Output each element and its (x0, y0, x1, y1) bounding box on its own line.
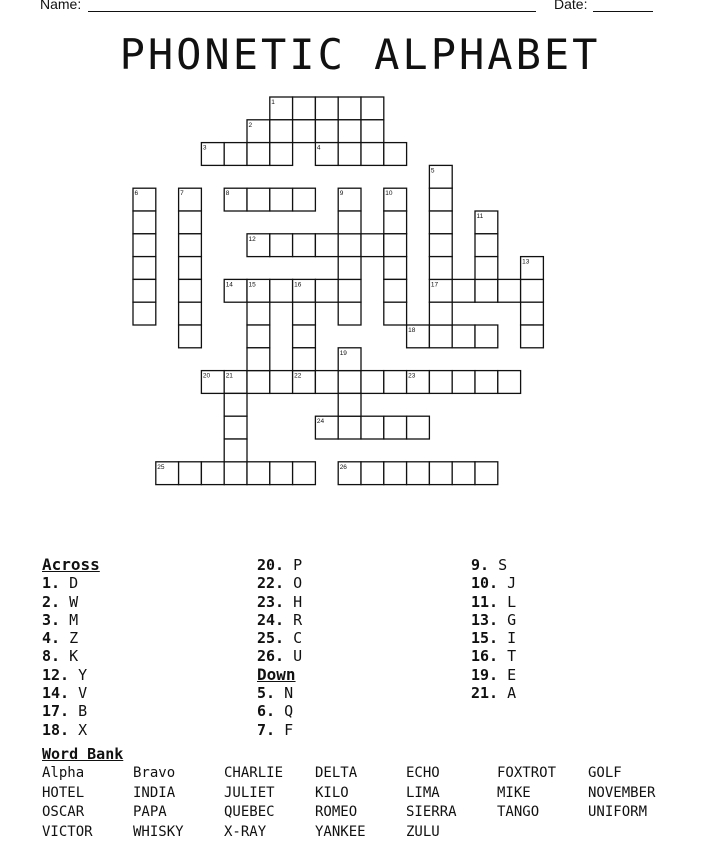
clue-text: W (60, 592, 79, 611)
word-bank-item: JULIET (224, 784, 275, 801)
grid-cell[interactable] (179, 279, 202, 302)
across-clue-list (42, 574, 100, 739)
clue-number: 4. (42, 629, 61, 648)
cell-number: 11 (476, 213, 484, 220)
clue-number: 23. (257, 592, 285, 611)
cell-number: 4 (316, 144, 321, 152)
grid-cell[interactable] (429, 462, 452, 485)
word-bank-item: WHISKY (133, 823, 184, 840)
down-clue-list (257, 684, 302, 739)
grid-cell[interactable] (384, 371, 407, 394)
grid-cell[interactable] (293, 462, 316, 485)
cell-number: 10 (385, 190, 393, 198)
clues-column-3 (471, 556, 516, 702)
grid-cell[interactable] (224, 143, 247, 166)
page-title: PHONETIC ALPHABET (119, 30, 601, 79)
grid-cell[interactable] (338, 416, 361, 439)
clues-column-2 (257, 556, 302, 739)
clue-number: 2. (42, 592, 61, 611)
word-bank-item: ZULU (406, 823, 440, 840)
clue (42, 593, 100, 611)
across-heading: Across (42, 555, 100, 574)
grid-cell[interactable] (270, 279, 293, 302)
grid-cell[interactable] (247, 325, 270, 348)
grid-cell[interactable] (475, 325, 498, 348)
grid-cell[interactable] (475, 279, 498, 302)
cell-number: 8 (225, 190, 230, 198)
grid-cell[interactable] (247, 143, 270, 166)
clue-number: 13. (471, 610, 499, 629)
grid-cell[interactable] (361, 234, 384, 257)
grid-cell[interactable] (475, 371, 498, 394)
clue-text: A (498, 684, 517, 703)
clue-number: 21. (471, 684, 499, 703)
clue-text: H (284, 592, 303, 611)
clue-text: R (284, 610, 303, 629)
grid-cell[interactable] (293, 348, 316, 371)
clue (257, 684, 302, 702)
clue-number: 11. (471, 592, 499, 611)
clue-text: C (284, 629, 303, 648)
grid-cell[interactable] (452, 462, 475, 485)
word-bank-item: PAPA (133, 804, 167, 820)
grid-cell[interactable] (315, 97, 338, 120)
grid-cell[interactable] (338, 234, 361, 257)
grid-cell[interactable] (361, 371, 384, 394)
clue-text: U (284, 647, 303, 666)
date-label: Date: (554, 0, 588, 12)
cell-number: 13 (522, 258, 530, 266)
grid-cell[interactable] (201, 462, 224, 485)
grid-cell[interactable] (133, 234, 156, 257)
grid-cell[interactable] (407, 462, 430, 485)
word-bank-item: GOLF (588, 765, 622, 781)
clue (257, 647, 302, 665)
grid-cell[interactable] (247, 348, 270, 371)
grid-cell[interactable] (293, 120, 316, 143)
grid-cell[interactable] (338, 393, 361, 416)
grid-cell[interactable] (521, 325, 544, 348)
clue-number: 9. (471, 556, 490, 574)
cell-number: 19 (339, 349, 347, 357)
clue-text: B (69, 702, 88, 721)
grid-cell[interactable] (338, 371, 361, 394)
grid-cell[interactable] (361, 97, 384, 120)
word-bank-item: KILO (315, 784, 349, 801)
grid-cell[interactable] (475, 257, 498, 280)
name-label: Name: (40, 0, 82, 12)
clue (42, 629, 100, 647)
clues-column-1 (42, 556, 100, 739)
cell-number: 24 (316, 418, 325, 426)
clue-text: S (489, 556, 508, 574)
word-bank-item: YANKEE (315, 823, 366, 840)
grid-cell[interactable] (361, 416, 384, 439)
grid-cell[interactable] (315, 120, 338, 143)
clue-number: 5. (257, 684, 276, 703)
down-heading: Down (257, 664, 296, 684)
grid-cell[interactable] (338, 97, 361, 120)
grid-cell[interactable] (293, 234, 316, 257)
grid-cell[interactable] (293, 188, 316, 211)
grid-cell[interactable] (338, 302, 361, 325)
clue (42, 574, 100, 592)
grid-cell[interactable] (475, 462, 498, 485)
grid-cell[interactable] (361, 462, 384, 485)
grid-cell[interactable] (247, 302, 270, 325)
across-clue-list (257, 556, 302, 666)
word-bank-item: Alpha (42, 765, 85, 781)
grid-cell[interactable] (384, 143, 407, 166)
clue-text: Y (69, 665, 88, 684)
grid-cell[interactable] (384, 211, 407, 234)
cell-number: 2 (248, 121, 253, 129)
cell-number: 6 (134, 190, 139, 198)
cell-number: 17 (430, 281, 439, 289)
cell-number: 5 (430, 167, 435, 175)
grid-cell[interactable] (270, 234, 293, 257)
clue (42, 611, 100, 629)
clue-text: V (69, 684, 88, 703)
clue-text: P (284, 556, 303, 574)
clue-number: 14. (42, 684, 70, 703)
down-clue-list (471, 556, 516, 702)
grid-cell[interactable] (384, 302, 407, 325)
grid-cell[interactable] (384, 279, 407, 302)
clue-number: 22. (257, 574, 285, 593)
grid-cell[interactable] (224, 462, 247, 485)
clue-text: D (60, 574, 79, 593)
word-bank-item: NOVEMBER (588, 784, 656, 801)
cell-number: 15 (248, 281, 256, 289)
grid-cell[interactable] (179, 257, 202, 280)
grid-cell[interactable] (338, 211, 361, 234)
grid-cell[interactable] (384, 257, 407, 280)
clue (471, 666, 516, 684)
grid-cell[interactable] (133, 279, 156, 302)
grid-cell[interactable] (179, 234, 202, 257)
word-bank-item: Bravo (133, 765, 176, 781)
clue-number: 15. (471, 629, 499, 648)
clue-number: 3. (42, 610, 61, 629)
clue-number: 16. (471, 647, 499, 666)
word-bank-item: INDIA (133, 784, 176, 801)
clue (257, 721, 302, 739)
clue-number: 20. (257, 556, 285, 574)
grid-cell[interactable] (361, 143, 384, 166)
clue-text: M (60, 610, 79, 629)
grid-cell[interactable] (475, 234, 498, 257)
clue-text: F (275, 720, 294, 739)
grid-cell[interactable] (338, 143, 361, 166)
cell-number: 26 (339, 463, 347, 471)
clue (471, 647, 516, 665)
clue-text: O (284, 574, 303, 593)
cell-number: 7 (180, 190, 184, 198)
clue (257, 629, 302, 647)
grid-cell[interactable] (179, 211, 202, 234)
grid-cell[interactable] (247, 188, 270, 211)
clue-text: K (60, 647, 79, 666)
clue-number: 25. (257, 629, 285, 648)
word-bank-item: MIKE (497, 784, 531, 801)
clue (471, 629, 516, 647)
clue-text: J (498, 574, 517, 593)
clue-text: L (498, 592, 517, 611)
grid-cell[interactable] (452, 371, 475, 394)
grid-cell[interactable] (270, 371, 293, 394)
clue (42, 702, 100, 720)
clue-number: 26. (257, 647, 285, 666)
grid-cell[interactable] (133, 211, 156, 234)
grid-cell[interactable] (270, 120, 293, 143)
grid-cell[interactable] (179, 302, 202, 325)
cell-number: 16 (294, 281, 302, 289)
clue-text: I (498, 629, 517, 648)
grid-cell[interactable] (133, 257, 156, 280)
cell-number: 1 (271, 99, 275, 106)
word-bank-item: VICTOR (42, 823, 93, 840)
word-bank-item: FOXTROT (497, 765, 557, 781)
clue (257, 574, 302, 592)
grid-cell[interactable] (293, 325, 316, 348)
word-bank-item: HOTEL (42, 784, 85, 801)
grid-cell[interactable] (315, 371, 338, 394)
grid-cell[interactable] (179, 325, 202, 348)
word-bank-item: UNIFORM (588, 804, 648, 820)
grid-cell[interactable] (224, 416, 247, 439)
clue (471, 593, 516, 611)
grid-cell[interactable] (270, 462, 293, 485)
word-bank-item: QUEBEC (224, 804, 275, 820)
cell-number: 21 (225, 372, 233, 380)
grid-cell[interactable] (179, 462, 202, 485)
grid-cell[interactable] (338, 257, 361, 280)
cell-number: 14 (225, 281, 233, 289)
clue-number: 6. (257, 702, 276, 721)
word-bank-item: DELTA (315, 765, 358, 781)
cell-number: 18 (408, 327, 416, 334)
grid-cell[interactable] (429, 325, 452, 348)
grid-cell[interactable] (315, 234, 338, 257)
word-bank-item: OSCAR (42, 804, 85, 820)
clue (471, 611, 516, 629)
grid-cell[interactable] (133, 302, 156, 325)
clue (257, 593, 302, 611)
grid-cell[interactable] (429, 257, 452, 280)
clue (257, 702, 302, 720)
clue-number: 8. (42, 647, 61, 666)
grid-cell[interactable] (361, 120, 384, 143)
grid-cell[interactable] (338, 120, 361, 143)
clue-number: 10. (471, 574, 499, 593)
clue-text: E (498, 665, 517, 684)
clue-text: X (69, 720, 88, 739)
grid-cell[interactable] (293, 97, 316, 120)
cell-number: 23 (408, 372, 416, 380)
grid-cell[interactable] (384, 416, 407, 439)
grid-cell[interactable] (270, 143, 293, 166)
clue-text: Q (275, 702, 294, 721)
clue-number: 7. (257, 720, 276, 739)
word-bank-item: LIMA (406, 784, 440, 801)
grid-cell[interactable] (498, 279, 521, 302)
cell-number: 20 (202, 372, 211, 380)
grid-cell[interactable] (293, 302, 316, 325)
word-bank-item: ROMEO (315, 804, 358, 820)
cell-number: 3 (202, 144, 207, 152)
clue-text: G (498, 610, 517, 629)
word-bank-title: Word Bank (42, 745, 124, 763)
cell-number: 25 (157, 463, 165, 471)
word-bank-item: SIERRA (406, 804, 457, 820)
grid-cell[interactable] (384, 462, 407, 485)
grid-cell[interactable] (429, 234, 452, 257)
grid-cell[interactable] (315, 279, 338, 302)
clue-number: 1. (42, 574, 61, 593)
clue-number: 18. (42, 720, 70, 739)
word-bank-item: X-RAY (224, 823, 267, 840)
clue (257, 611, 302, 629)
clue (42, 684, 100, 702)
grid-cell[interactable] (429, 211, 452, 234)
clue (257, 556, 302, 574)
grid-cell[interactable] (521, 302, 544, 325)
grid-cell[interactable] (224, 393, 247, 416)
clue-number: 19. (471, 665, 499, 684)
clue (471, 574, 516, 592)
word-bank-item: TANGO (497, 804, 540, 820)
clue-text: Z (60, 629, 79, 648)
clue-text: T (498, 647, 517, 666)
clue-number: 17. (42, 702, 70, 721)
clue-number: 12. (42, 665, 70, 684)
grid-cell[interactable] (452, 325, 475, 348)
clue (42, 666, 100, 684)
grid-cell[interactable] (498, 371, 521, 394)
grid-cell[interactable] (521, 279, 544, 302)
word-bank-item: ECHO (406, 765, 440, 781)
grid-cell[interactable] (452, 279, 475, 302)
grid-cell[interactable] (247, 462, 270, 485)
cell-number: 9 (339, 190, 344, 198)
grid-cell[interactable] (429, 302, 452, 325)
cell-number: 22 (294, 372, 302, 380)
grid-cell[interactable] (338, 279, 361, 302)
word-bank-item: CHARLIE (224, 765, 284, 781)
grid-cell[interactable] (224, 439, 247, 462)
cell-number: 12 (248, 235, 256, 243)
clue (42, 721, 100, 739)
grid-cell[interactable] (384, 234, 407, 257)
clue (42, 647, 100, 665)
clue (471, 684, 516, 702)
clue (471, 556, 516, 574)
grid-cell[interactable] (429, 371, 452, 394)
grid-cell[interactable] (407, 416, 430, 439)
clue-number: 24. (257, 610, 285, 629)
grid-cell[interactable] (429, 188, 452, 211)
grid-cell[interactable] (247, 371, 270, 394)
clue-text: N (275, 684, 294, 703)
grid-cell[interactable] (270, 188, 293, 211)
